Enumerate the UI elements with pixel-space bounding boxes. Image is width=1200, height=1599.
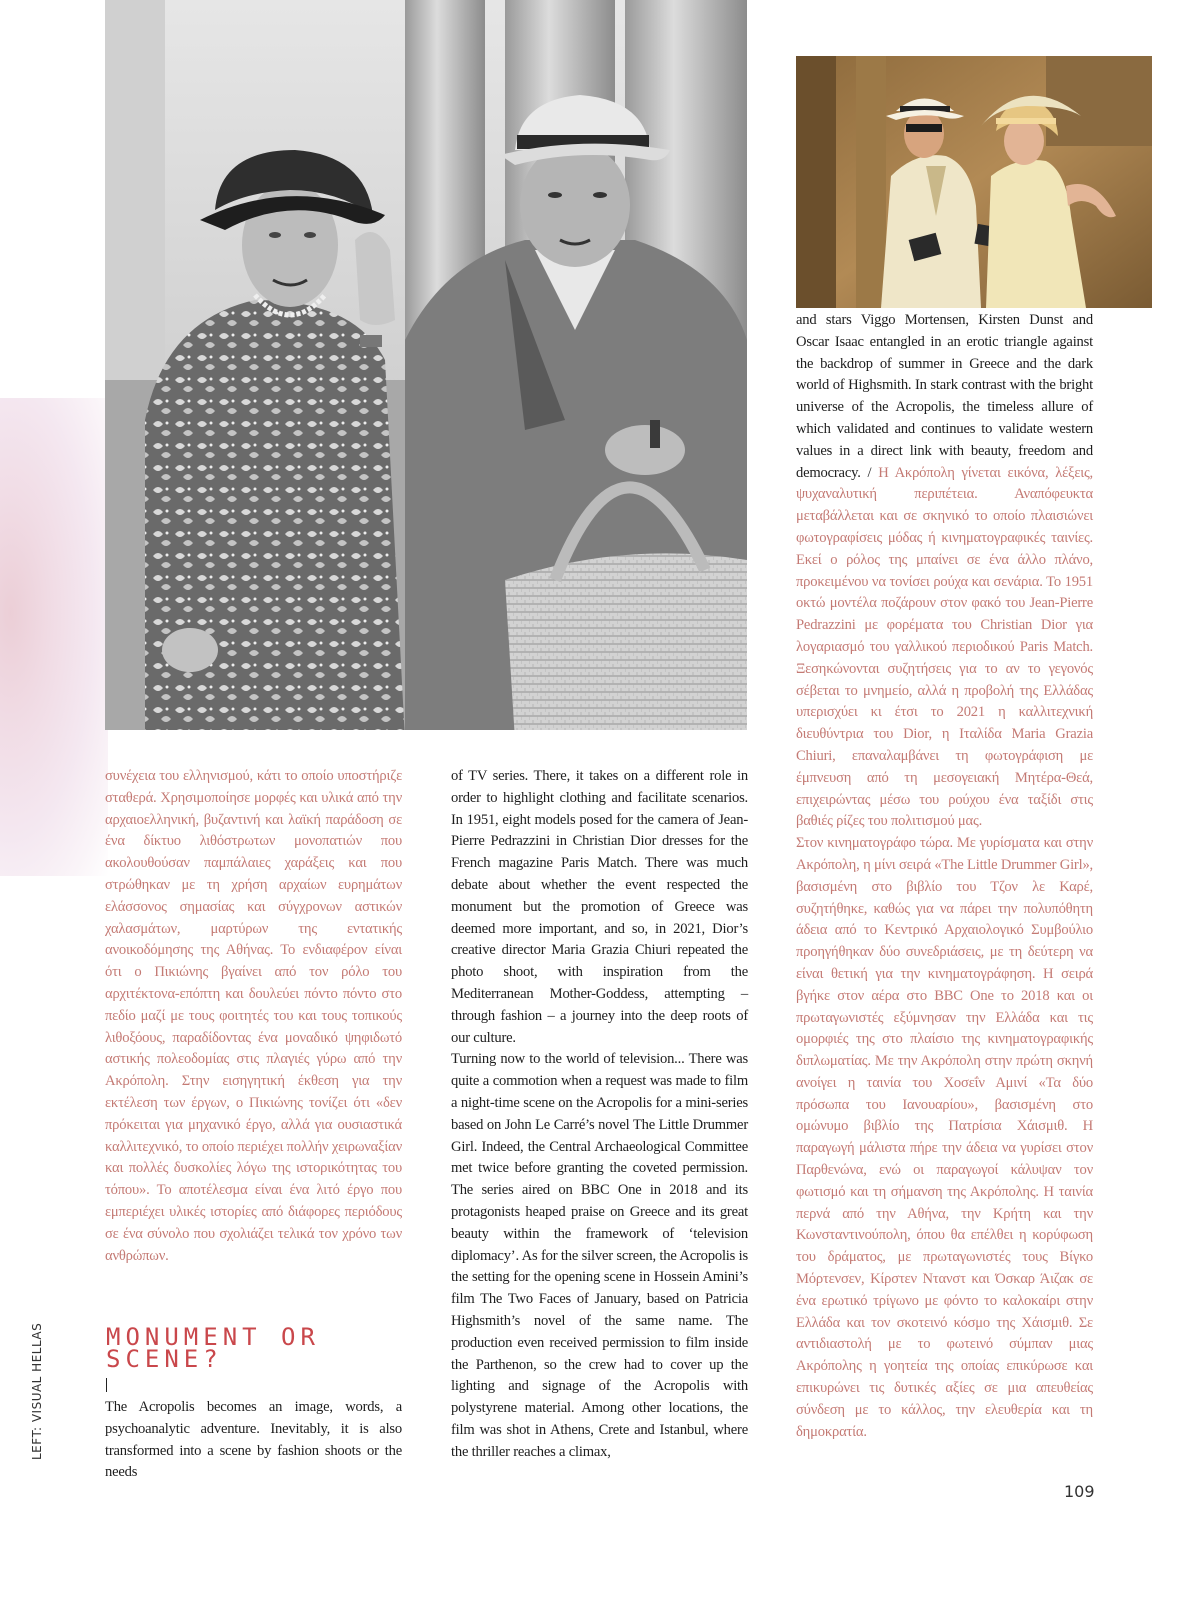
english-text: and stars Viggo Mortensen, Kirsten Dunst and Oscar Isaac entangled in an erotic triangle against the backdrop of summer in Greece and the dark world of Highsmith. In stark contrast with the bright universe of the Acropolis, the timeless allure of which validated and continues to validate western values in a direct link with beauty, freedom and democracy. / <box>796 312 1093 481</box>
page-number: 109 <box>1064 1482 1095 1501</box>
text-column-right <box>796 310 1093 1443</box>
text-column-left <box>105 766 402 1267</box>
greek-paragraph: συνέχεια του ελληνισμού, κάτι το οποίο υποστήριζε σταθερά. Χρησιμοποίησε μορφές και υλικά από την αρχαιοελληνική, βυζαντινή και λαϊκή παράδοση σε ένα δίκτυο λιθόστρωτων μονοπατιών που ακολουθούσαν παμπάλαιες χαράξεις και που στρώθηκαν με τη χρήση αρχαίων ευρημάτων ελάσσονος σημασίας και σύγχρονων αστικών χαλασμάτων, μαρτύρων της εντατικής ανοικοδόμησης της Αθήνας. Το ενδιαφέρον είναι ότι ο Πικιώνης βγαίνει από τον ρόλο του αρχιτέκτονα-επόπτη και δουλεύει πόντο πόντο στο πεδίο μαζί με τους φοιτητές του και τους τοπικούς λιθοξόους, παραδίδοντας ένα μοναδικό ψηφιδωτό αστικής πολεοδομίας στις πλαγιές γύρω από την Ακρόπολη. Στην εισηγητική έκθεση για την εκτέλεση των έργων, ο Πικιώνης τονίζει ότι «δεν πρόκειται για μηχανικό έργο, αλλά για ουσιαστικά καλλιτεχνικό, το οποίο περιέχει πολλήν χειρωναξίαν και πολλές δυσκολίες λόγω της ιστορικότητας του τόπου». Το αποτέλεσμα είναι ένα λιτό έργο που εμπεριέχει υλικές ιστορίες από διάφορες περιόδους σε ένα σύνολο που σχολιάζει τελικά τον χρόνο των ανθρώπων. <box>105 768 402 1264</box>
english-paragraph: The Acropolis becomes an image, words, a psychoanalytic adventure. Inevitably, it is also transformed into a scene by fashion shoots or the needs <box>105 1399 402 1481</box>
inset-photo <box>796 56 1152 308</box>
english-paragraph-1: of TV series. There, it takes on a different role in order to highlight clothing and facilitate scenarios. In 1951, eight models posed for the camera of Jean-Pierre Pedrazzini in Christian Dior dresses for the French magazine Paris Match. There was much debate about whether the event respected the monument but the promotion of Greece was deemed more important, and so, in 2021, Dior’s creative director Maria Grazia Chiuri repeated the photo shoot, with inspiration from the Mediterranean Mother-Goddess, attempting – through fashion – a journey into the deep roots of our culture. <box>451 768 748 1046</box>
english-paragraph-2: Turning now to the world of television... There was quite a commotion when a request was made to film a night-time scene on the Acropolis for a mini-series based on John Le Carré’s novel The Little Drummer Girl. Indeed, the Central Archaeological Committee met twice before granting the coveted permission. The series aired on BBC One in 2018 and its protagonists heaped praise on Greece and its great beauty within the framework of ‘television diplomacy’. As for the silver screen, the Acropolis is the setting for the opening scene in Hossein Amini’s film The Two Faces of January, based on Patricia Highsmith’s novel of the same name. The production even received permission to film inside the Parthenon, so the crew had to cover up the lighting and signage of the Acropolis with polystyrene material. Among other locations, the film was shot in Athens, Crete and Istanbul, where the thriller reaches a climax, <box>451 1051 748 1460</box>
main-photo-image <box>105 0 747 730</box>
heading-line-2: SCENE? <box>106 1345 223 1373</box>
decorative-gradient <box>0 398 108 876</box>
heading-line-1: MONUMENT OR <box>106 1323 320 1351</box>
right-paragraph-2: Στον κινηματογράφο τώρα. Με γυρίσματα και στην Ακρόπολη, η μίνι σειρά «The Little Drummer Girl», βασισμένη στο βιβλίο του Τζον λε Καρέ, συζητήθηκε, καθώς για να πάρει την πολυπόθητη άδεια από το Κεντρικό Αρχαιολογικό Συμβούλιο προηγήθηκαν δύο συνεδριάσεις, με τη δεύτερη να είναι θετική για την κινηματογράφηση. Η σειρά βγήκε στον αέρα στο BBC One το 2018 και οι πρωταγωνιστές εξύμνησαν την Ελλάδα και τις ομορφιές της στο πλαίσιο της κινηματογραφικής διπλωματίας. Με την Ακρόπολη στην πρώτη σκηνή ανοίγει η ταινία του Χοσεΐν Αμινί «Τα δύο πρόσωπα του Ιανουαρίου», βασισμένη στο ομώνυμο βιβλίο της Πατρίσια Χάισμιθ. Η παραγωγή μάλιστα πήρε την άδεια να γυρίσει στον Παρθενώνα, ενώ οι παραγωγοί κάλυψαν τον φωτισμό και τη σήμανση της Ακρόπολης. Η ταινία περνά από την Αθήνα, την Κρήτη και την Κωνσταντινούπολη, όπου θα επέλθει η κορύφωση του δράματος, με πρωταγωνιστές τους Βίγκο Μόρτενσεν, Κίρστεν Ντανστ και Όσκαρ Άιζακ σε ένα ερωτικό τρίγωνο με φόντο το καλοκαίρι στην Ελλάδα και τον σκοτεινό κόσμο της Χάισμιθ. Σε αντιδιαστολή με το φωτεινό σύμπαν μιας Ακρόπολης η γοητεία της οποίας επικύρωσε και επικυρώνει τις δυτικές αξίες σε μια απευθείας σύνδεση με το κάλλος, την ελευθερία και τη δημοκρατία. <box>796 835 1093 1440</box>
heading-divider <box>106 1378 107 1392</box>
photo-credit: LEFT: VISUAL HELLAS <box>30 1322 44 1460</box>
text-column-middle <box>451 766 748 1464</box>
text-column-left-bottom <box>105 1397 402 1484</box>
inset-photo-image <box>796 56 1152 308</box>
right-paragraph-1 <box>796 310 1093 833</box>
main-photo <box>105 0 747 730</box>
section-heading <box>106 1323 396 1373</box>
greek-text: Η Ακρόπολη γίνεται εικόνα, λέξεις, ψυχαναλυτική περιπέτεια. Αναπόφευκτα μεταβάλλεται και σε σκηνικό το οποίο πλαισιώνει φωτογραφίσεις μόδας ή κινηματογραφικές ταινίες. Εκεί ο ρόλος της μπαίνει σε ένα άλλο πλάνο, προκειμένου να τονίσει ρούχα και σενάρια. Το 1951 οκτώ μοντέλα ποζάρουν στον φακό του Jean-Pierre Pedrazzini με φορέματα του Christian Dior για λογαριασμό του γαλλικού περιοδικού Paris Match. Ξεσηκώνονται συζητήσεις για το αν το γεγονός σέβεται το μνημείο, αλλά η προβολή της Ελλάδας υπερισχύει κι έτσι το 2021 η καλλιτεχνική διευθύντρια του Dior, η Ιταλίδα Maria Grazia Chiuri, επαναλαμβάνει τη φωτογράφιση με έμπνευση από τη μεσογειακή Μητέρα-Θεά, επιχειρώντας μέσω του ρούχου ένα ταξίδι στις βαθιές ρίζες του πολιτισμού μας. <box>796 464 1094 830</box>
